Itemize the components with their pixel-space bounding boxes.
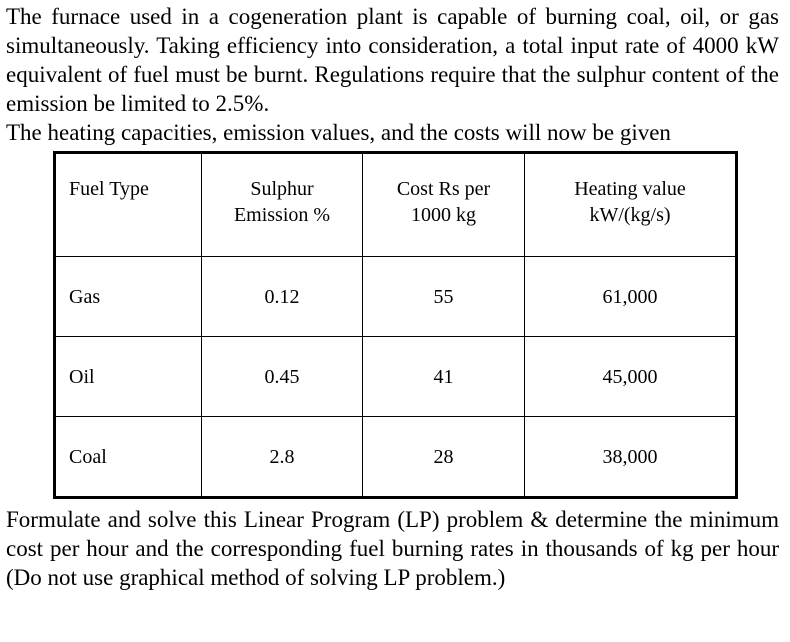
- cell-sulphur: 0.45: [202, 337, 363, 417]
- problem-task-paragraph: Formulate and solve this Linear Program (LP) problem & determine the minimum cost per hour and the corresponding fuel burning rates in thousands of kg per hour (Do not use graphical method of solving LP problem.): [6, 507, 779, 590]
- cell-cost: 55: [363, 257, 525, 337]
- cell-heating: 61,000: [525, 257, 737, 337]
- header-cost: Cost Rs per 1000 kg: [363, 153, 525, 257]
- problem-intro-paragraph: The furnace used in a cogeneration plant is capable of burning coal, oil, or gas simultaneously. Taking efficiency into consideration, a total input rate of 4000 kW equivalent of fuel must be burnt. Regulations require that the sulphur content of the emission be limited to 2.5%.: [6, 4, 779, 116]
- header-heating-value: Heating value kW/(kg/s): [525, 153, 737, 257]
- cell-sulphur: 2.8: [202, 417, 363, 498]
- fuel-properties-table: [53, 151, 738, 499]
- table-row-oil: [55, 337, 737, 417]
- table-row-coal: [55, 417, 737, 498]
- table-row-gas: [55, 257, 737, 337]
- cell-cost: 28: [363, 417, 525, 498]
- table-header-row: [55, 153, 737, 257]
- cell-heating: 38,000: [525, 417, 737, 498]
- cell-sulphur: 0.12: [202, 257, 363, 337]
- header-fuel-type: Fuel Type: [55, 153, 202, 257]
- cell-heating: 45,000: [525, 337, 737, 417]
- table-intro-line: The heating capacities, emission values, and the costs will now be given: [6, 120, 671, 145]
- cell-fuel: Gas: [55, 257, 202, 337]
- cell-fuel: Coal: [55, 417, 202, 498]
- header-sulphur-emission: Sulphur Emission %: [202, 153, 363, 257]
- cell-cost: 41: [363, 337, 525, 417]
- cell-fuel: Oil: [55, 337, 202, 417]
